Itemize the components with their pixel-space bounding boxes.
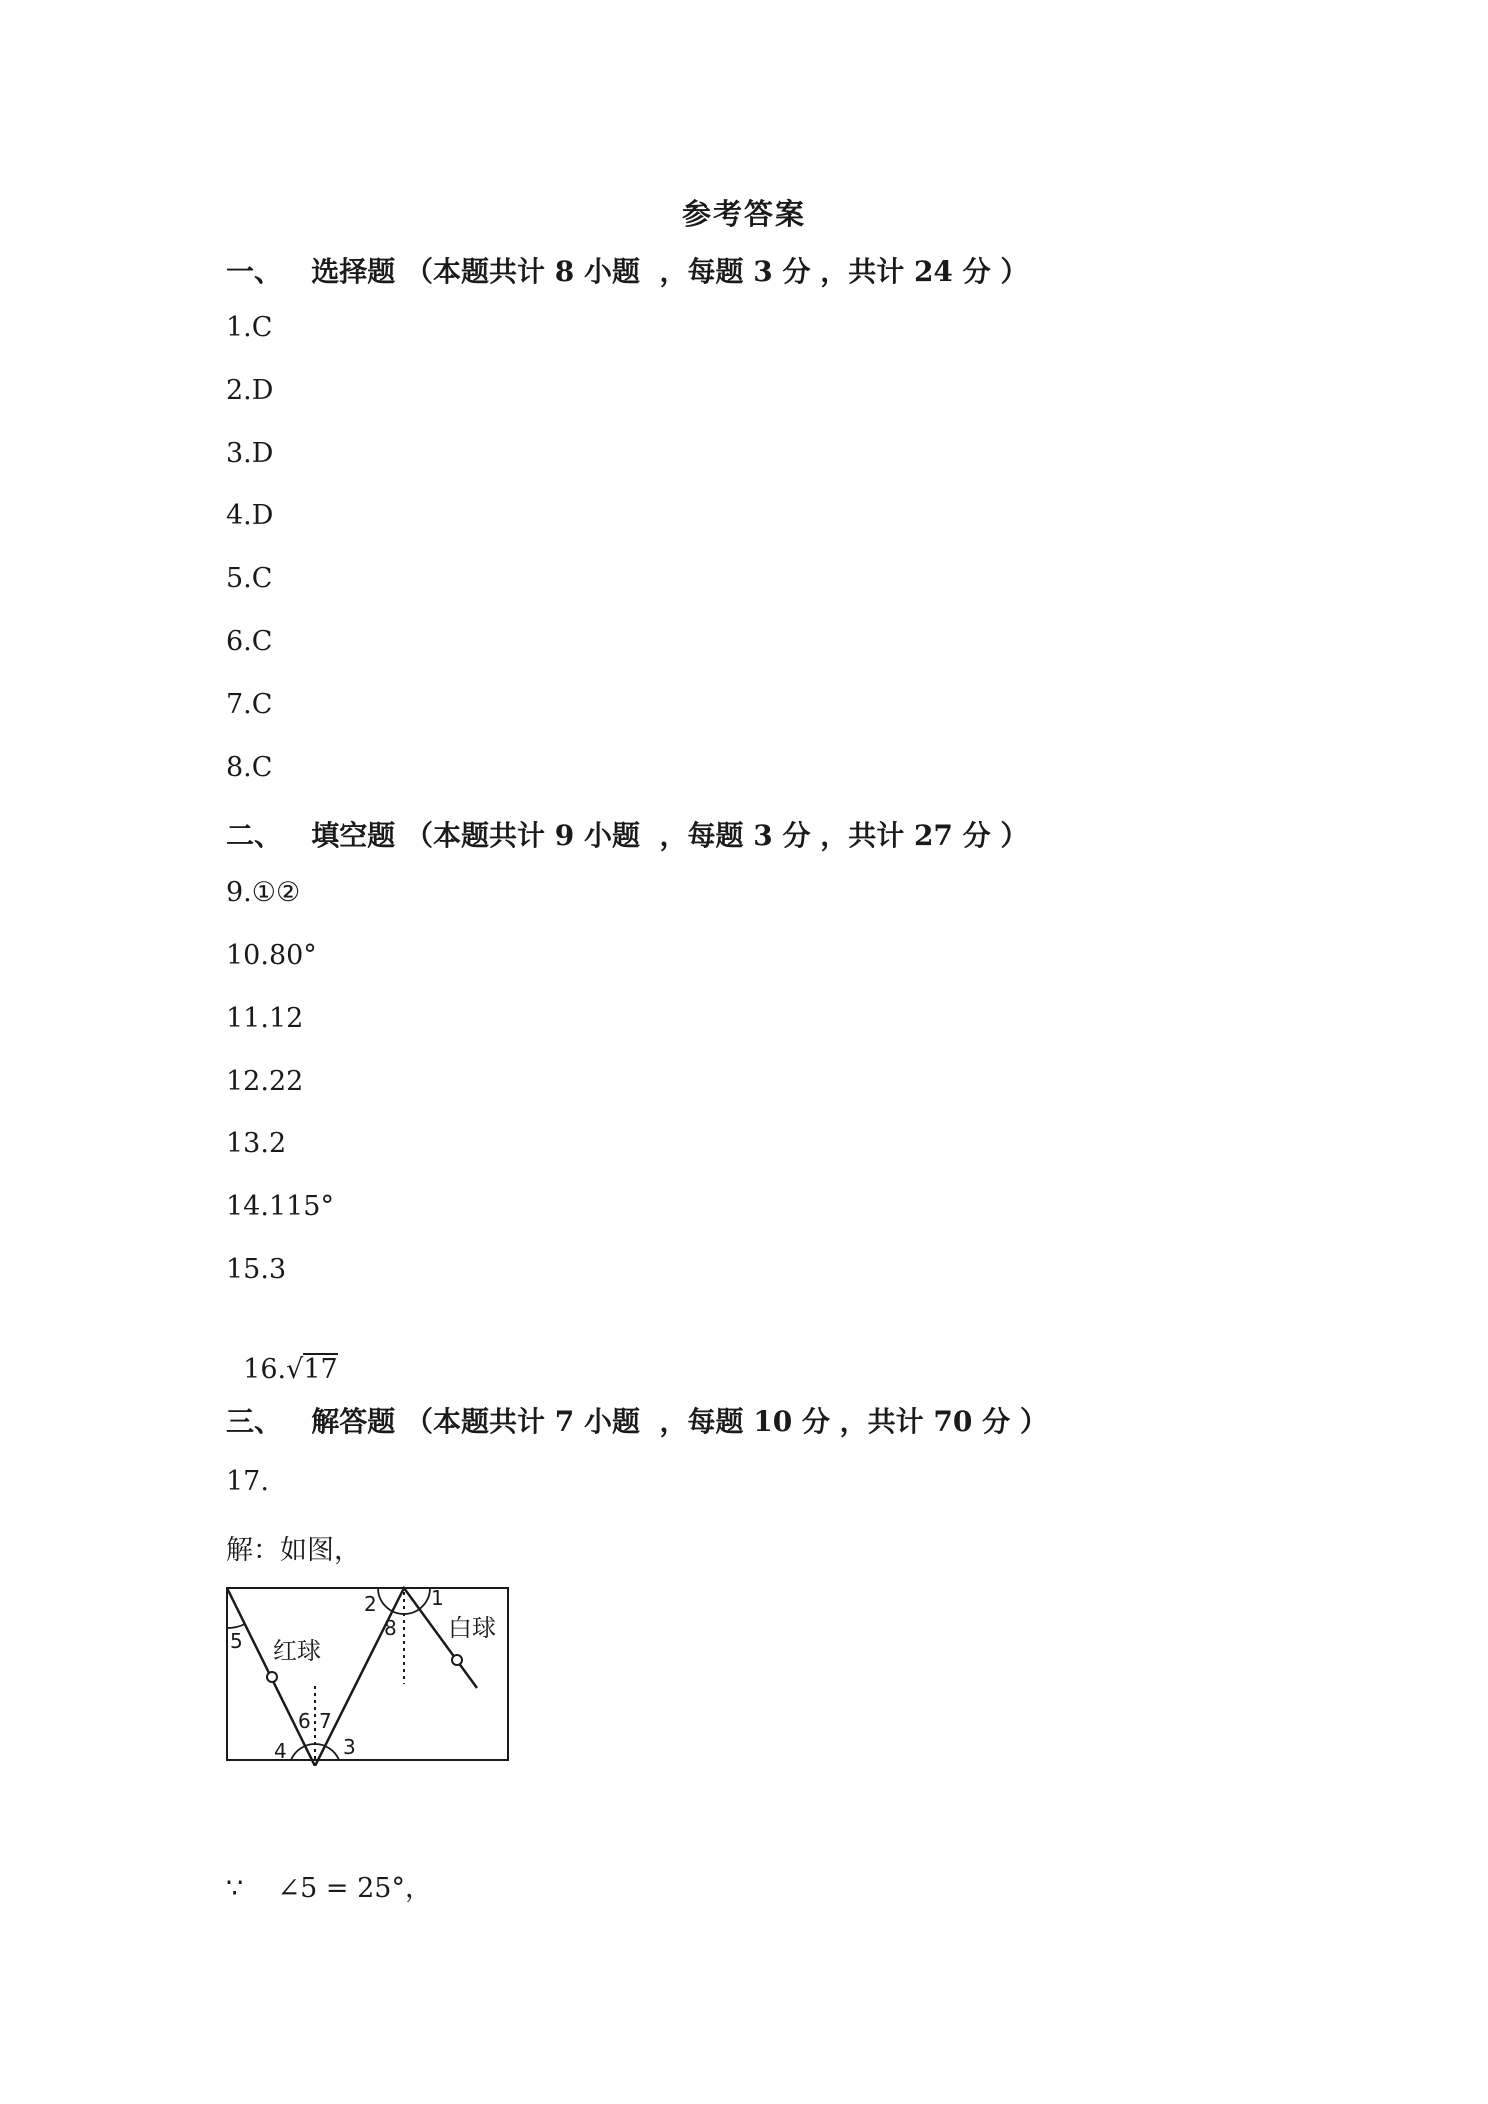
white-ball [452, 1655, 462, 1665]
answer-item: 8.C [226, 752, 273, 783]
red-ball [267, 1672, 277, 1682]
white-ball-label: 白球 [448, 1614, 496, 1642]
angle-label-6: 6 [298, 1709, 311, 1733]
angle-label-4: 4 [274, 1739, 287, 1763]
answer-item: 15.3 [226, 1254, 287, 1285]
answer-item: 6.C [226, 626, 273, 657]
answer-number: 16. [243, 1354, 287, 1385]
angle-label-7: 7 [319, 1709, 332, 1733]
section-heading-choice: 一、 选择题 （本题共计 8 小题 ，每题 3 分 ，共计 24 分 ） [226, 255, 1029, 288]
section-heading-solve: 三、 解答题 （本题共计 7 小题 ，每题 10 分 ，共计 70 分 ） [226, 1405, 1048, 1438]
question-number: 17. [226, 1466, 269, 1497]
answer-item: 2.D [226, 375, 274, 406]
angle-arc-5 [227, 1624, 245, 1628]
answer-item: 12.22 [226, 1066, 304, 1097]
square-root [286, 1353, 338, 1385]
page-title: 参考答案 [681, 197, 806, 231]
solution-intro: 解：如图， [226, 1535, 361, 1566]
answer-item: 7.C [226, 689, 273, 720]
billiard-reflection-diagram [226, 1584, 516, 1766]
answer-item: 3.D [226, 438, 274, 469]
radical-sign: √ [286, 1354, 304, 1385]
answer-item: 4.D [226, 500, 274, 531]
angle-label-5: 5 [230, 1629, 243, 1653]
answer-item: 13.2 [226, 1128, 287, 1159]
angle-label-1: 1 [431, 1586, 444, 1610]
answer-item: 11.12 [226, 1003, 304, 1034]
angle-label-8: 8 [384, 1616, 397, 1640]
answer-item: 14.115° [226, 1191, 334, 1222]
answer-item: 5.C [226, 563, 273, 594]
answer-item: 1.C [226, 312, 273, 343]
answer-item-16 [226, 1322, 338, 1385]
answer-item: 10.80° [226, 940, 317, 971]
answer-item: 9.①② [226, 877, 301, 908]
radicand: 17 [303, 1354, 338, 1385]
angle-label-2: 2 [364, 1592, 377, 1616]
red-ball-label: 红球 [273, 1637, 321, 1665]
angle-label-3: 3 [343, 1735, 356, 1759]
section-heading-fill: 二、 填空题 （本题共计 9 小题 ，每题 3 分 ，共计 27 分 ） [226, 819, 1029, 852]
solution-statement: ∵ ∠5 = 25°， [226, 1873, 432, 1904]
